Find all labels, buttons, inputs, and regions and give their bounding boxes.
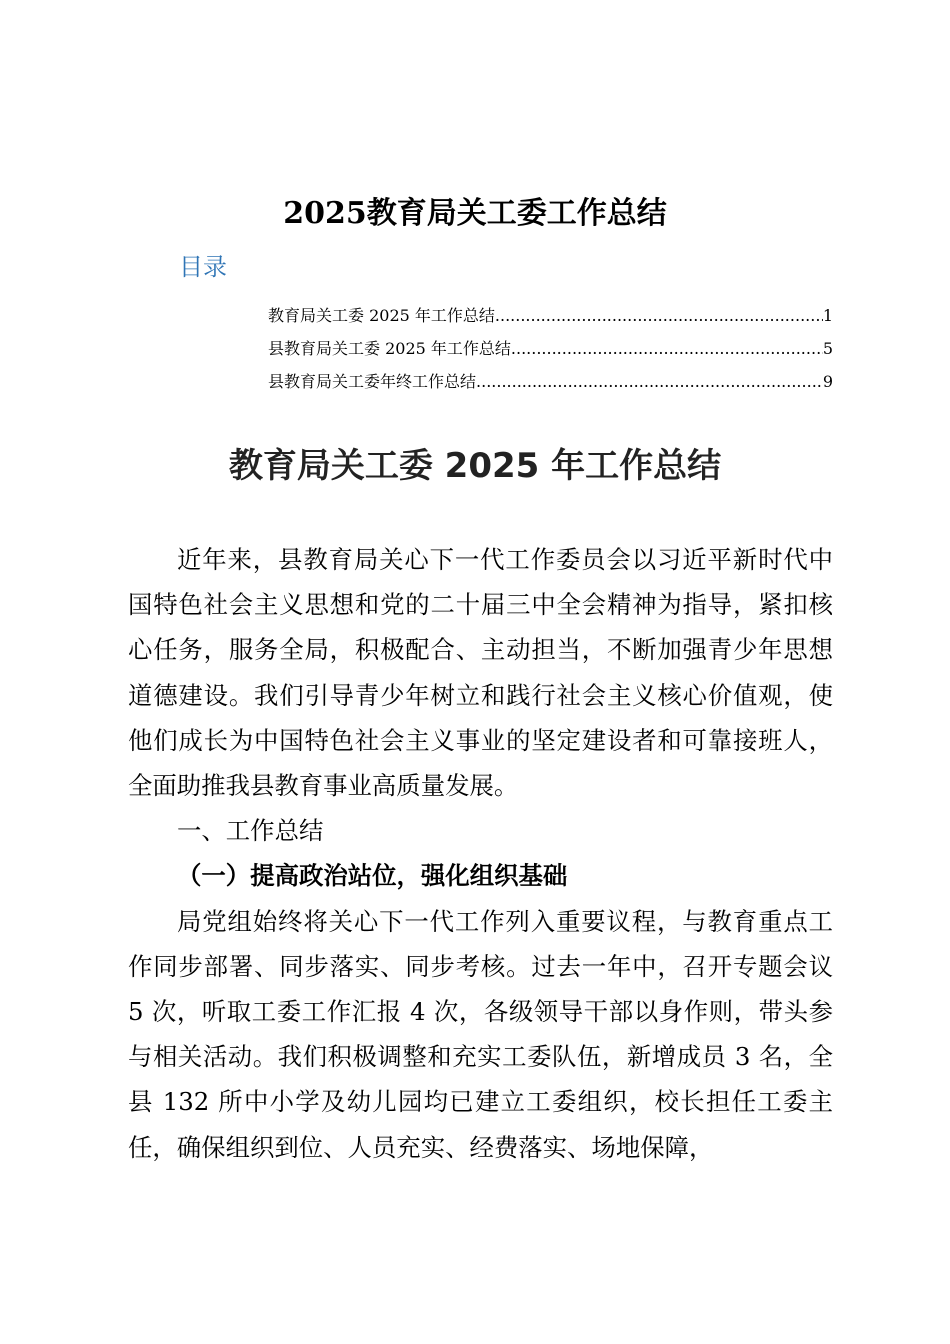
intro-paragraph: 近年来，县教育局关心下一代工作委员会以习近平新时代中国特色社会主义思想和党的二十届三中全会精神为指导，紧扣核心任务，服务全局，积极配合、主动担当，不断加强青少年思想道德建设。我们引导青少年树立和践行社会主义核心价值观，使他们成长为中国特色社会主义事业的坚定建设者和可靠接班人，全面助推我县教育事业高质量发展。 xyxy=(128,545,833,801)
toc-leader-dots xyxy=(476,371,823,393)
document-title: 2025教育局关工委工作总结 xyxy=(283,196,667,231)
toc-entry-title: 教育局关工委 2025 年工作总结 xyxy=(268,306,495,325)
toc-entry-page: 1 xyxy=(822,306,833,325)
body-text xyxy=(128,537,833,1170)
toc-entry-page: 9 xyxy=(822,372,833,391)
subsection-heading: （一）提高政治站位，强化组织基础 xyxy=(177,861,568,891)
toc-entry-title: 县教育局关工委年终工作总结 xyxy=(268,372,477,391)
toc-entry[interactable] xyxy=(268,360,833,393)
toc-heading: 目录 xyxy=(179,253,227,281)
toc-entry[interactable] xyxy=(268,294,833,327)
toc-leader-dots xyxy=(495,305,823,327)
toc-entry[interactable] xyxy=(268,327,833,360)
table-of-contents xyxy=(268,294,833,393)
toc-entry-title: 县教育局关工委 2025 年工作总结 xyxy=(268,339,511,358)
section-heading: 一、工作总结 xyxy=(177,816,324,846)
toc-entry-page: 5 xyxy=(822,339,833,358)
section-title: 教育局关工委 2025 年工作总结 xyxy=(228,446,722,486)
body-paragraph: 局党组始终将关心下一代工作列入重要议程，与教育重点工作同步部署、同步落实、同步考核。过去一年中，召开专题会议 5 次，听取工委工作汇报 4 次，各级领导干部以身作则，带头参与相关活动。我们积极调整和充实工委队伍，新增成员 3 名，全县 132 所中小学及幼儿园均已建立工委组织，校长担任工委主任，确保组织到位、人员充实、经费落实、场地保障， xyxy=(128,906,833,1162)
toc-leader-dots xyxy=(511,338,823,360)
